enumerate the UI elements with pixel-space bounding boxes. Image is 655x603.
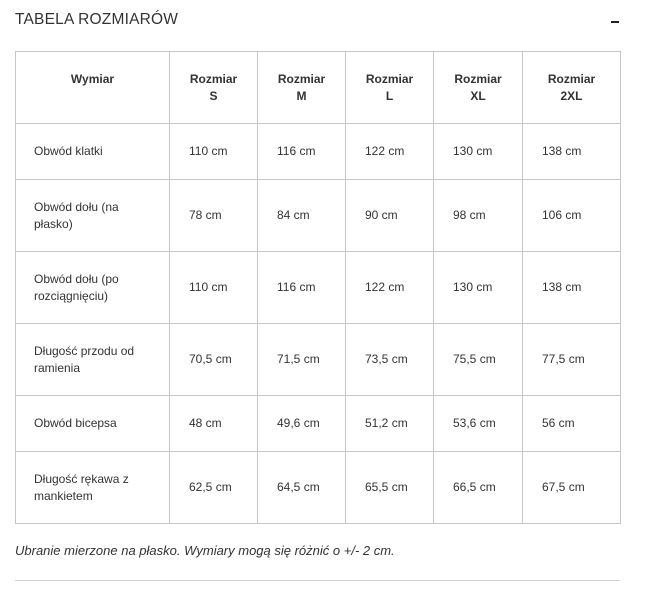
row-label: Obwód klatki [16,124,170,180]
size-value-cell: 66,5 cm [434,452,523,524]
header-row [16,52,621,124]
column-header-size-m: Rozmiar M [258,52,346,124]
size-chart-header[interactable] [15,11,625,33]
table-row [16,180,621,252]
size-value-cell: 51,2 cm [346,396,434,452]
table-row [16,324,621,396]
size-value-cell: 110 cm [170,124,258,180]
size-value-cell: 138 cm [523,252,621,324]
size-value-cell: 75,5 cm [434,324,523,396]
minus-collapse-icon[interactable] [611,21,619,23]
size-value-cell: 116 cm [258,124,346,180]
size-value-cell: 106 cm [523,180,621,252]
size-value-cell: 122 cm [346,124,434,180]
table-row [16,252,621,324]
section-title: TABELA ROZMIARÓW [15,11,179,28]
size-value-cell: 122 cm [346,252,434,324]
section-divider [15,580,620,581]
size-value-cell: 70,5 cm [170,324,258,396]
table-row [16,396,621,452]
size-value-cell: 73,5 cm [346,324,434,396]
size-value-cell: 130 cm [434,252,523,324]
size-value-cell: 64,5 cm [258,452,346,524]
row-label: Obwód dołu (po rozciągnięciu) [16,252,170,324]
size-value-cell: 98 cm [434,180,523,252]
size-value-cell: 62,5 cm [170,452,258,524]
table-row [16,452,621,524]
size-value-cell: 77,5 cm [523,324,621,396]
size-value-cell: 65,5 cm [346,452,434,524]
row-label: Długość rękawa z mankietem [16,452,170,524]
size-value-cell: 67,5 cm [523,452,621,524]
size-value-cell: 53,6 cm [434,396,523,452]
column-header-size-2xl: Rozmiar 2XL [523,52,621,124]
column-header-dimension: Wymiar [16,52,170,124]
size-value-cell: 71,5 cm [258,324,346,396]
row-label: Obwód dołu (na płasko) [16,180,170,252]
size-value-cell: 84 cm [258,180,346,252]
size-value-cell: 110 cm [170,252,258,324]
size-table [15,51,621,524]
column-header-size-l: Rozmiar L [346,52,434,124]
table-header [16,52,621,124]
size-value-cell: 90 cm [346,180,434,252]
size-value-cell: 78 cm [170,180,258,252]
size-value-cell: 138 cm [523,124,621,180]
table-row [16,124,621,180]
row-label: Długość przodu od ramienia [16,324,170,396]
size-value-cell: 56 cm [523,396,621,452]
measurement-note: Ubranie mierzone na płasko. Wymiary mogą się różnić o +/- 2 cm. [15,543,395,558]
column-header-size-s: Rozmiar S [170,52,258,124]
table-body [16,124,621,524]
size-value-cell: 48 cm [170,396,258,452]
column-header-size-xl: Rozmiar XL [434,52,523,124]
size-value-cell: 116 cm [258,252,346,324]
row-label: Obwód bicepsa [16,396,170,452]
size-value-cell: 130 cm [434,124,523,180]
size-value-cell: 49,6 cm [258,396,346,452]
